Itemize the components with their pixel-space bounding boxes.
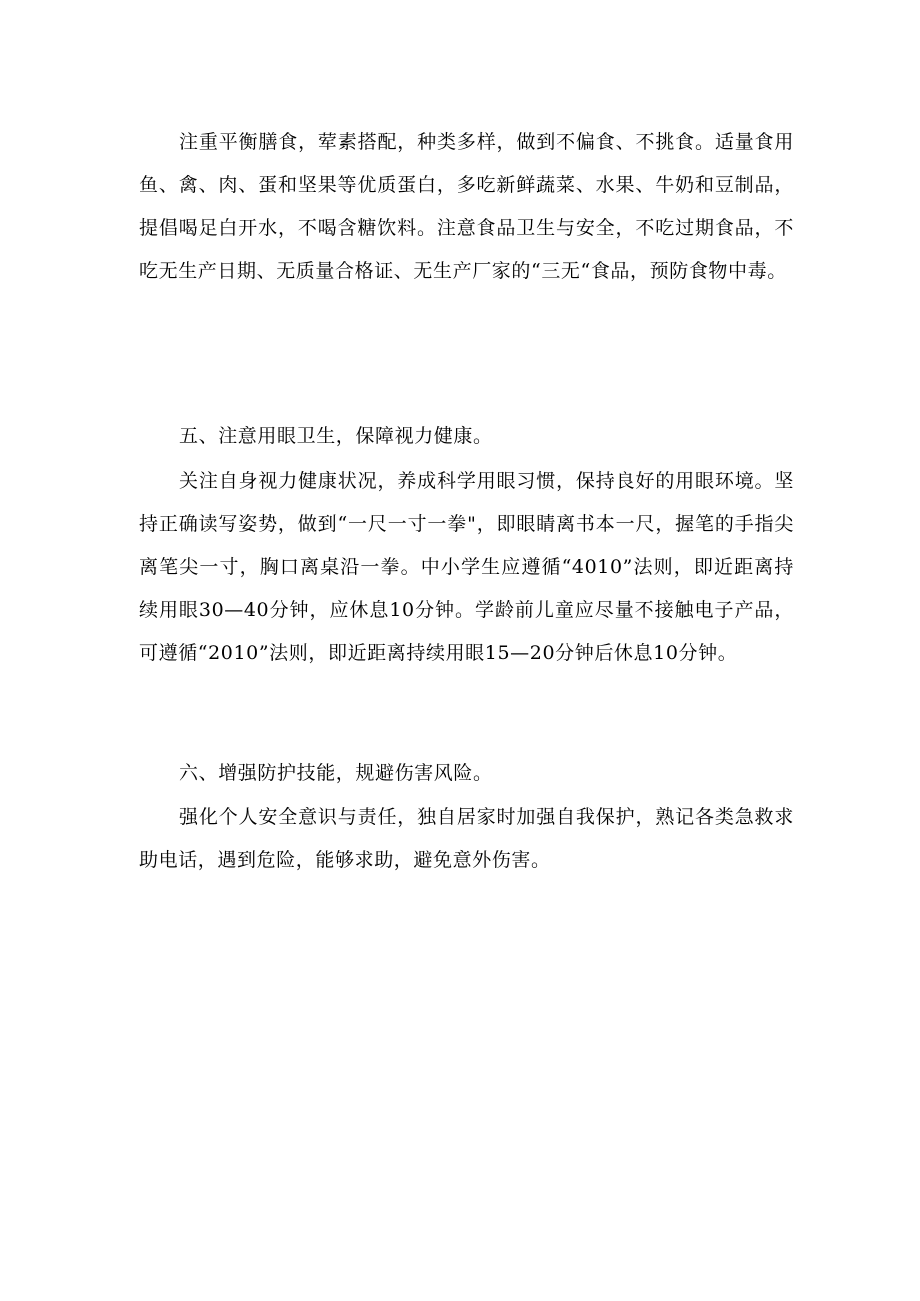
safety-heading-block [139,752,794,795]
diet-section [139,121,794,293]
eye-health-paragraph: 关注自身视力健康状况，养成科学用眼习惯，保持良好的用眼环境。坚持正确读写姿势，做到“一尺一寸一拳"，即眼睛离书本一尺，握笔的手指尖离笔尖一寸，胸口离桌沿一拳。中小学生应遵循“4010”法则，即近距离持续用眼30—40分钟，应休息10分钟。学龄前儿童应尽量不接触电子产品，可遵循“2010”法则，即近距离持续用眼15—20分钟后休息10分钟。 [139,470,794,664]
eye-health-heading: 五、注意用眼卫生，保障视力健康。 [179,425,493,447]
safety-heading: 六、增强防护技能，规避伤害风险。 [179,762,493,784]
eye-health-section [139,460,794,675]
diet-paragraph: 注重平衡膳食，荤素搭配，种类多样，做到不偏食、不挑食。适量食用鱼、禽、肉、蛋和坚果等优质蛋白，多吃新鲜蔬菜、水果、牛奶和豆制品，提倡喝足白开水，不喝含糖饮料。注意食品卫生与安全，不吃过期食品，不吃无生产日期、无质量合格证、无生产厂家的“三无“食品，预防食物中毒。 [139,131,794,282]
safety-paragraph: 强化个人安全意识与责任，独自居家时加强自我保护，熟记各类急救求助电话，遇到危险，能够求助，避免意外伤害。 [139,806,794,871]
eye-health-heading-block [139,415,794,458]
safety-section [139,796,794,882]
